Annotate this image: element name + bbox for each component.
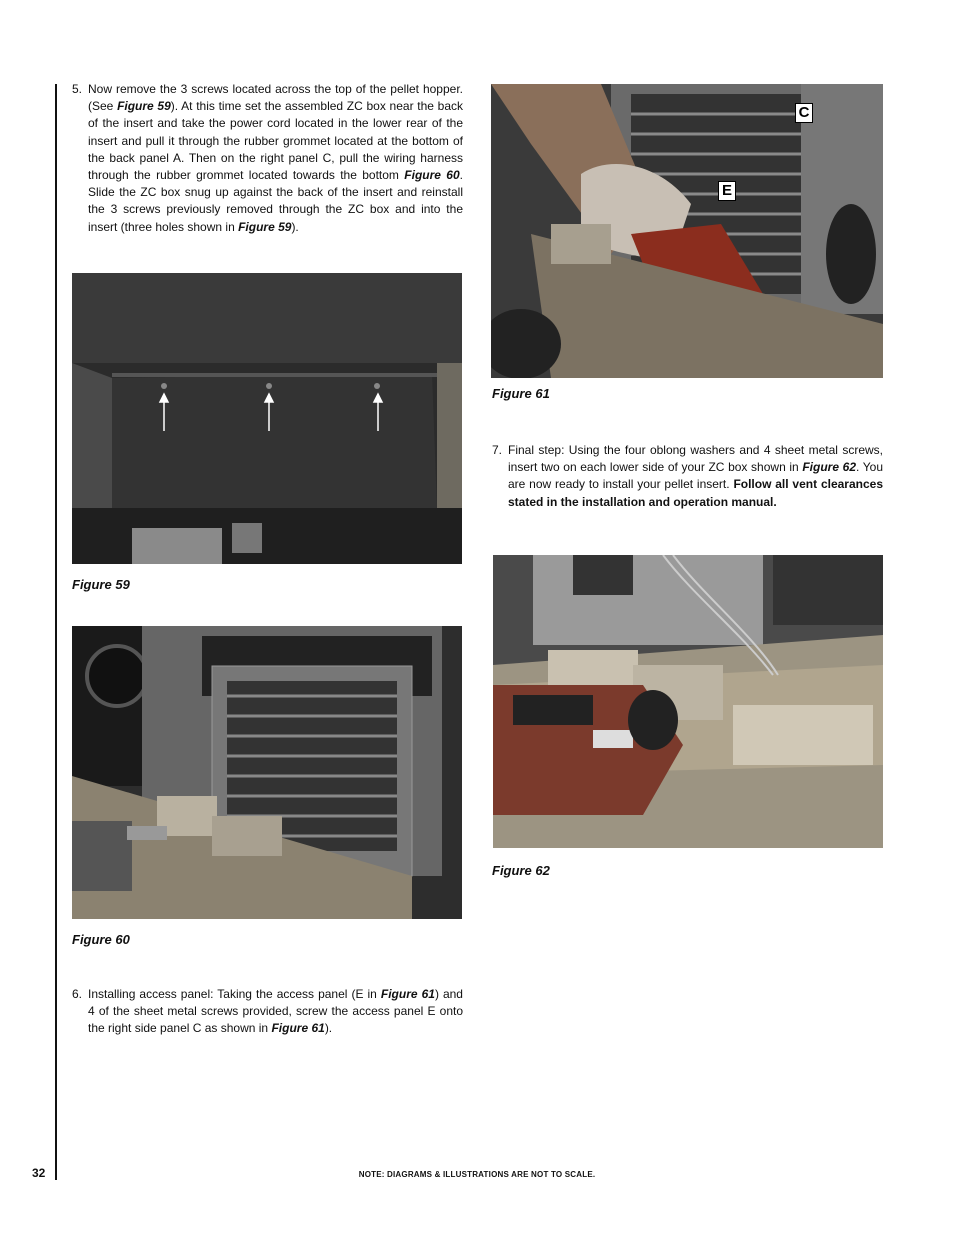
step-6-text: 6. Installing access panel: Taking the access panel (E in Figure 61) and 4 of the sheet metal screws provided, screw the access panel E onto the right side panel C as shown in Figure 61). (72, 987, 463, 1036)
figure-60-photo (72, 626, 462, 919)
figure-ref: Figure 61 (271, 1021, 325, 1036)
step-5-text: 5. Now remove the 3 screws located across the top of the pellet hopper. (See Figure 59). At this time set the assembled ZC box near the back of the insert and take the power cord located in the lower rear of the insert and pull it through the rubber grommet located at the bottom of the back panel A. Then on the right panel C, pull the wiring harness through the rubber grommet located towards the bottom Figure 60. Slide the ZC box snug up against the back of the insert and reinstall the 3 screws previously removed through the ZC box and into the insert (three holes shown in Figure 59). (72, 82, 464, 234)
figure-ref: Figure 60 (404, 168, 460, 183)
left-margin-rule (55, 84, 57, 1180)
figure-ref: Figure 59 (238, 219, 292, 234)
figure-ref: Figure 59 (117, 99, 171, 114)
figure-ref: Figure 62 (802, 460, 856, 475)
figure-62-caption: Figure 62 (492, 863, 550, 878)
vent-clearance-warning: Follow all vent clearances stated in the installation and operation manual. (508, 477, 883, 509)
figure-62-photo (493, 555, 883, 848)
label-c: C (795, 103, 813, 123)
footer-note: NOTE: DIAGRAMS & ILLUSTRATIONS ARE NOT TO SCALE. (358, 1170, 596, 1179)
step-7-number: 7. (492, 443, 503, 457)
figure-59-caption: Figure 59 (72, 577, 130, 592)
figure-ref: Figure 61 (380, 987, 435, 1001)
page-number: 32 (32, 1166, 46, 1180)
label-e: E (718, 181, 736, 201)
figure-61-caption: Figure 61 (492, 386, 550, 401)
figure-59-photo (72, 273, 462, 564)
step-7-text: 7. Final step: Using the four oblong washers and 4 sheet metal screws, insert two on each lower side of your ZC box shown in Figure 62. You are now ready to install your pellet insert. Follow all vent clearances stated in the installation and operation manual. (492, 443, 883, 509)
figure-60-caption: Figure 60 (72, 932, 130, 947)
figure-61-photo (491, 84, 883, 378)
step-5-number: 5. (72, 82, 83, 96)
step-6-number: 6. (72, 987, 83, 1001)
